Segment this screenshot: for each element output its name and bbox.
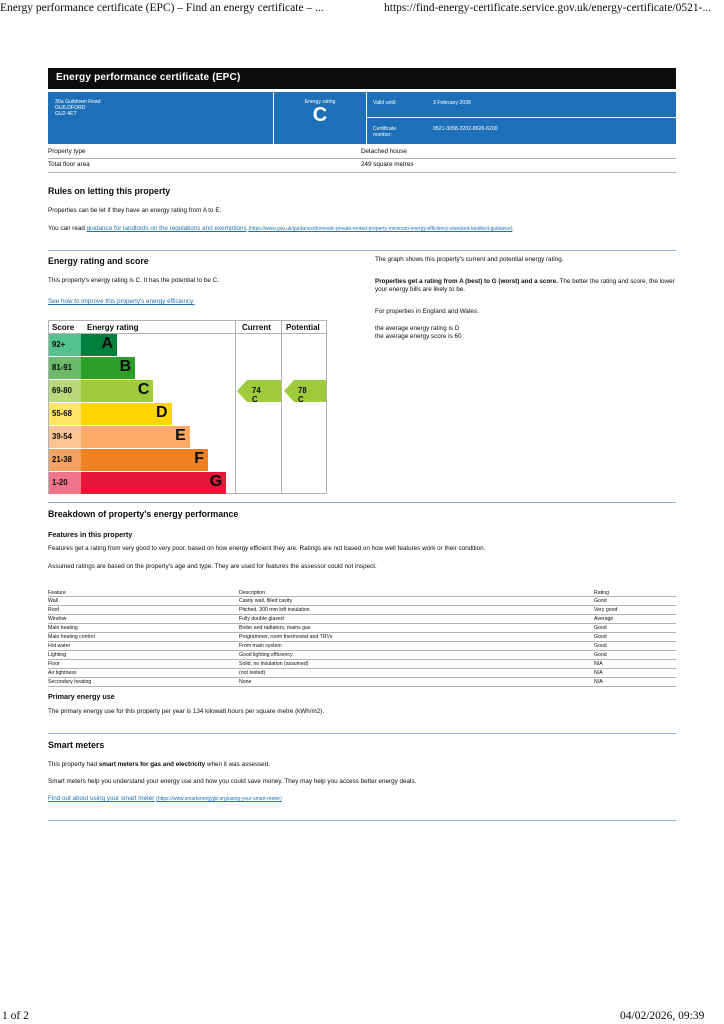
print-timestamp: 04/02/2026, 09:39 [620,1010,705,1022]
description-cell: (not tested) [239,669,594,678]
feature-cell: Window [48,615,239,624]
band-bar-d [81,403,172,425]
band-score-b: 81-91 [49,357,81,379]
feature-cell: Wall [48,597,239,606]
letting-heading: Rules on letting this property [48,186,171,196]
rating-cell: Very good [594,606,676,615]
label-part: Certificate [373,126,397,132]
breakdown-heading: Breakdown of property's energy performance [48,509,239,519]
features-heading: Features in this property [48,530,133,539]
description-cell: Solid, no insulation (assumed) [239,660,594,669]
certificate-heading: Energy performance certificate (EPC) [56,72,241,83]
smart-meter-url[interactable]: (https://www.smartenergygb.org/using-your-smart-meter) [156,796,282,802]
text: You can read [48,225,85,232]
smart-meter-link[interactable]: Find out about using your smart meter [48,795,155,802]
feature-cell: Air tightness [48,669,239,678]
band-bar-g [81,472,226,494]
table-row [48,651,676,660]
feature-cell: Lighting [48,651,239,660]
landlord-guidance-url[interactable]: (https://www.gov.uk/guidance/domestic-private-rented-property-minimum-energy-efficiency-standard-landlord-guidance) [248,226,513,232]
chart-header-rating: Energy rating [87,323,139,332]
band-letter: F [194,450,204,467]
band-score-e: 39-54 [49,426,81,448]
floor-area-label: Total floor area [48,161,90,168]
band-bar-e [81,426,190,448]
description-cell: From main system [239,642,594,651]
energy-rating-value: C [312,104,328,126]
rating-heading: Energy rating and score [48,256,149,266]
text: when it was assessed. [206,761,270,768]
band-score-f: 21-38 [49,449,81,471]
address [55,99,101,118]
rating-cell: Good [594,624,676,633]
column-header: Feature [48,584,239,597]
table-row [48,678,676,687]
band-letter: E [175,427,186,444]
band-bar-a [81,334,117,356]
text: The better the rating and score, the lower your energy bills are likely to be. [375,278,675,293]
feature-cell: Main heating control [48,633,239,642]
description-cell: Cavity wall, filled cavity [239,597,594,606]
current-rating-label: 74 C [252,386,261,404]
bold-text: smart meters for gas and electricity [98,761,206,768]
feature-cell: Main heating [48,624,239,633]
feature-cell: Roof [48,606,239,615]
chart-header-potential: Potential [286,323,320,332]
average-score: the average energy score is 60 [375,333,462,340]
rating-cell: N/A [594,660,676,669]
property-type-label: Property type [48,148,86,155]
rating-cell: N/A [594,678,676,687]
chart-header-current: Current [242,323,271,332]
letting-paragraph: Properties can be let if they have an energy rating from A to E. [48,207,222,214]
table-header-row [48,584,676,597]
column-header: Rating [594,584,676,597]
address-line: 30a Guildown Road [55,99,101,105]
certificate-title-bar [48,68,676,89]
description-cell: None [239,678,594,687]
feature-cell: Hot water [48,642,239,651]
address-line: GU2 4ET [55,111,77,118]
energy-rating-label: Energy rating [304,99,336,105]
table-row [48,642,676,651]
print-url: https://find-energy-certificate.service.gov.uk/energy-certificate/0521-... [384,2,712,14]
rating-cell: N/A [594,669,676,678]
label-part: number: [373,132,393,139]
smart-meters-help: Smart meters help you understand your energy use and how you could save money. They may help you access better energy deals. [48,778,417,785]
band-bar-c [81,380,153,402]
band-score-a: 92+ [49,334,81,356]
features-paragraph: Features get a rating from very good to very poor, based on how energy efficient they are. Ratings are not based on how well features work or their condition. [48,545,486,552]
print-page-title: Energy performance certificate (EPC) – Find an energy certificate – ... [0,2,324,14]
table-row [48,615,676,624]
energy-rating-chart [48,320,327,494]
table-row [48,660,676,669]
description-cell: Boiler and radiators, mains gas [239,624,594,633]
improve-efficiency-link[interactable]: See how to improve this property's energy efficiency. [48,298,195,305]
feature-cell: Secondary heating [48,678,239,687]
certificate-number-value: 0521-3058-3202-8626-6200 [433,126,498,132]
rating-cell: Good [594,651,676,660]
valid-until-value: 3 February 2036 [433,100,472,106]
table-row [48,597,676,606]
table-row [48,606,676,615]
description-cell: Good lighting efficiency [239,651,594,660]
column-header: Description [239,584,594,597]
band-score-c: 69-80 [49,380,81,402]
text: This property had [48,761,98,768]
band-letter: A [101,335,113,352]
band-letter: G [209,473,223,490]
chart-header-score: Score [52,323,75,332]
certificate-number-label [373,126,396,138]
table-row [48,624,676,633]
smart-meters-paragraph [48,761,270,769]
smart-meter-link-line [48,795,282,803]
graph-note: The graph shows this property's current and potential energy rating. [375,256,564,263]
band-score-g: 1-20 [49,472,81,494]
band-bar-b [81,357,135,379]
features-table-body [48,597,676,687]
description-cell: Programmer, room thermostat and TRVs [239,633,594,642]
band-letter: B [119,358,132,375]
table-row [48,669,676,678]
valid-until-label: Valid until: [373,100,397,106]
band-letter: D [156,404,168,421]
average-rating: the average energy rating is D [375,325,460,332]
description-cell: Pitched, 300 mm loft insulation [239,606,594,615]
rating-paragraph: This property's energy rating is C. It has the potential to be C. [48,277,219,284]
smart-meters-heading: Smart meters [48,740,105,750]
primary-energy-heading: Primary energy use [48,692,115,701]
property-type-value: Detached house [361,148,407,155]
table-row [48,633,676,642]
rating-cell: Good [594,633,676,642]
feature-cell: Floor [48,660,239,669]
band-score-d: 55-68 [49,403,81,425]
potential-rating-label: 78 C [298,386,307,404]
england-wales-intro: For properties in England and Wales: [375,308,479,315]
description-cell: Fully double glazed [239,615,594,624]
band-bar-f [81,449,208,471]
rating-cell: Good [594,597,676,606]
print-page-count: 1 of 2 [2,1010,29,1022]
bold-text: Properties get a rating from A (best) to G (worst) and a score. [375,278,558,285]
text: . [512,225,515,232]
rating-cell: Average [594,615,676,624]
rating-cell: Good [594,642,676,651]
address-line: GUILDFORD [55,105,86,112]
certificate-summary [48,92,676,144]
band-letter: C [137,381,150,398]
landlord-guidance-link[interactable]: guidance for landlords on the regulations and exemptions [86,225,247,232]
features-table [48,584,676,687]
letting-guidance-paragraph [48,225,514,233]
floor-area-value: 249 square metres [361,161,414,168]
assumed-ratings-paragraph: Assumed ratings are based on the property's age and type. They are used for features the assessor could not inspect. [48,563,377,570]
primary-energy-text: The primary energy use for this property per year is 134 kilowatt hours per square metre (kWh/m2). [48,708,325,715]
rating-explanation [375,278,675,294]
